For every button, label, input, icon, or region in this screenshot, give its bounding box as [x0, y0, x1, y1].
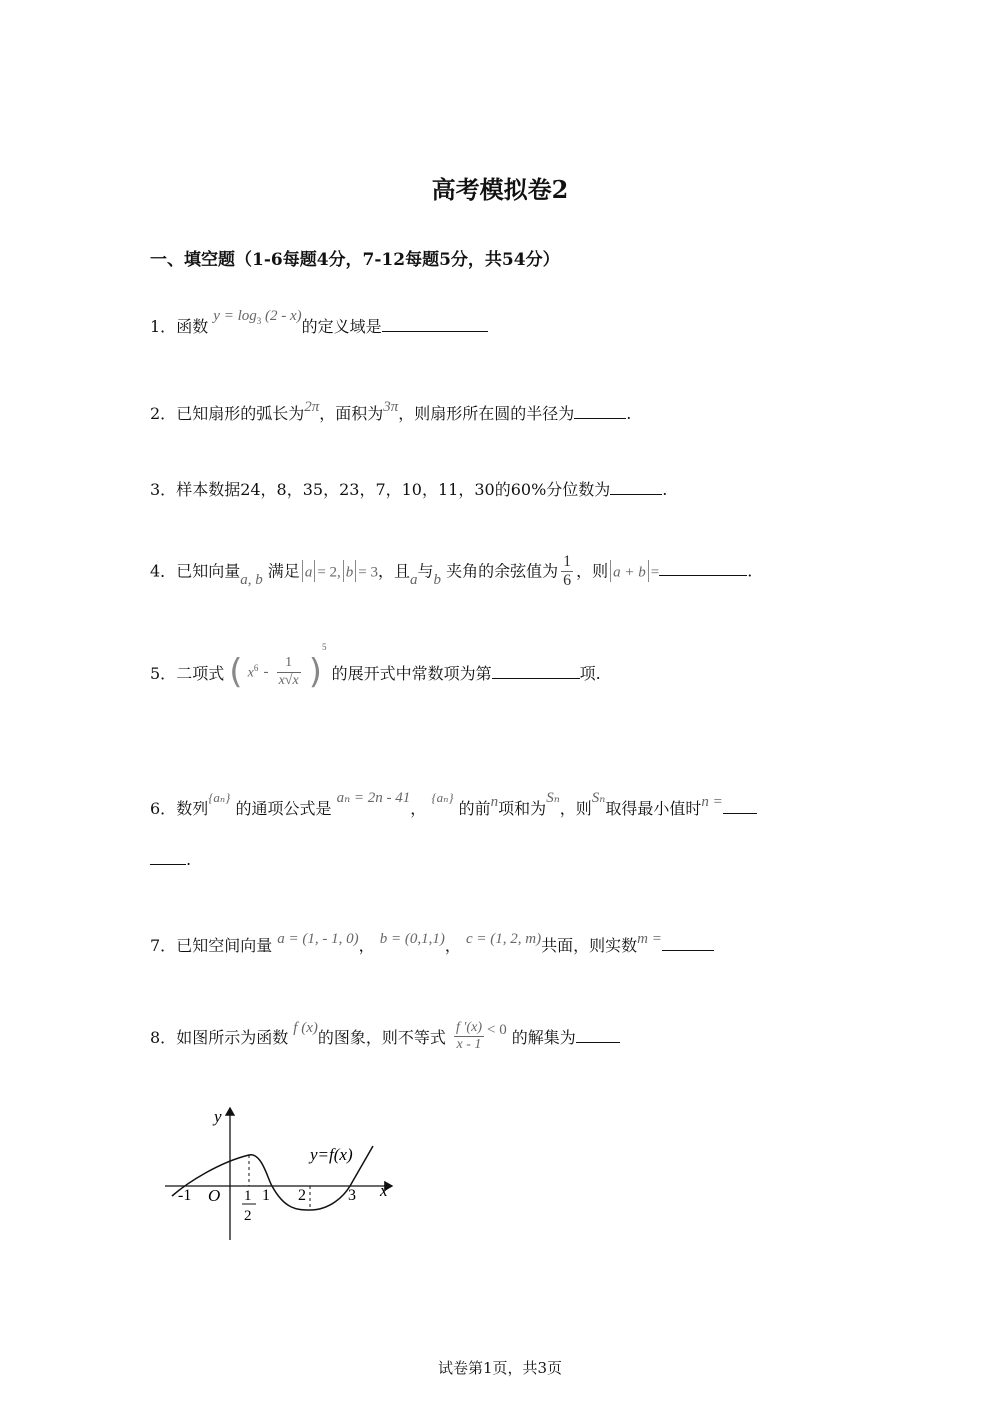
function-label: y=f(x): [310, 1145, 353, 1164]
q4-cosine-text: 夹角的余弦值为: [446, 561, 559, 581]
q5-suffix: 的展开式中常数项为第 项.: [331, 663, 601, 683]
question-2: [150, 401, 631, 424]
x-axis-label: x: [380, 1181, 388, 1200]
q5-exponent: 5: [322, 642, 327, 653]
q7-comma-1: ，: [358, 936, 375, 955]
q3-answer-blank[interactable]: [610, 480, 662, 495]
tick-label-half-num: 1: [244, 1188, 252, 1204]
q4-vectors: a, b: [240, 572, 263, 589]
q7-coplanar: 共面，则实数: [541, 936, 638, 955]
q7-m-equals: m =: [637, 931, 662, 947]
q6-period: .: [186, 850, 192, 869]
q7-vector-c: c = (1, 2, m): [466, 931, 542, 947]
q6-answer-blank-continued[interactable]: [150, 850, 186, 865]
q6-prefix: 数列: [176, 799, 209, 818]
q6-answer-blank[interactable]: [723, 799, 757, 814]
q4-norm-b-value: = 3: [358, 564, 378, 581]
q2-arc-length: 2π: [304, 399, 320, 415]
q1-number: 1．: [150, 317, 177, 336]
q8-prefix: 如图所示为函数: [176, 1028, 289, 1048]
q6-number: 6．: [150, 799, 177, 818]
q6-comma: ，: [410, 799, 427, 818]
q6-sum-text: 项和为: [498, 799, 547, 818]
q4-prefix: 已知向量: [176, 561, 241, 581]
q5-number: 5．: [150, 663, 177, 683]
q4-answer-blank[interactable]: [659, 561, 747, 576]
q4-with: 与: [417, 561, 434, 581]
q4-number: 4．: [150, 561, 177, 581]
section-header: 一、填空题（1-6每题4分，7-12每题5分，共54分）: [150, 250, 560, 270]
q4-equals: =: [650, 564, 660, 581]
question-6: [150, 790, 757, 819]
q8-answer-blank[interactable]: [576, 1028, 620, 1043]
q6-minimum-text: 取得最小值时: [605, 799, 702, 818]
function-graph: [160, 1100, 400, 1245]
q5-x6: $x^6$: [247, 662, 259, 681]
q4-norm-a-value: = 2,: [317, 564, 341, 581]
q8-fx: f (x): [293, 1020, 318, 1037]
q8-inequality-text: 的图象，则不等式: [317, 1028, 446, 1048]
origin-label: O: [208, 1186, 221, 1205]
q1-expr: $y = \log_3 (2 - x)$: [213, 308, 302, 326]
y-axis-label: y: [214, 1107, 222, 1126]
q4-norm-b: b: [345, 564, 354, 581]
q2-number: 2．: [150, 404, 177, 423]
question-3: [150, 477, 667, 500]
question-5: 5．二项式 ( $x^6$ - $\frac{1}{x√x}$ )$^5$ 的展开式中常数项为第 项.: [150, 642, 601, 692]
q7-prefix: 已知空间向量: [176, 936, 273, 955]
q4-vector-a: a: [410, 572, 418, 589]
q2-answer-blank[interactable]: [574, 404, 626, 419]
q1-answer-blank[interactable]: [382, 317, 488, 332]
q8-less-than: < 0: [486, 1022, 507, 1039]
q6-n: n: [490, 794, 499, 810]
q6-then: ，则: [559, 799, 592, 818]
q5-answer-blank[interactable]: [492, 664, 580, 679]
question-8: [150, 1020, 620, 1053]
tick-label-neg1: -1: [178, 1187, 192, 1204]
q4-cos-fraction: $\frac{1}{6}$: [563, 553, 572, 590]
q4-and: ，且: [378, 561, 411, 581]
page-title: 高考模拟卷2: [431, 175, 569, 204]
tick-label-3: 3: [348, 1187, 356, 1204]
q6-n-equals: n =: [701, 794, 723, 810]
q2-area: 3π: [383, 399, 399, 415]
q2-period: .: [626, 404, 632, 423]
tick-label-1: 1: [262, 1187, 270, 1204]
q1-prefix: 函数: [176, 317, 209, 336]
question-6-continued: [150, 850, 191, 869]
q7-vector-a: a = (1, - 1, 0): [277, 931, 359, 947]
q4-norm-a: a: [304, 564, 313, 581]
q4-vector-b: b: [433, 572, 442, 589]
q6-Sn-2: Sₙ: [591, 790, 606, 806]
q3-number: 3．: [150, 480, 177, 499]
q6-sequence: {aₙ}: [208, 790, 231, 805]
q4-then: ，则: [576, 561, 609, 581]
q8-number: 8．: [150, 1028, 177, 1048]
q4-satisfy: 满足: [267, 561, 300, 581]
tick-label-half-den: 2: [244, 1208, 252, 1224]
q7-number: 7．: [150, 936, 177, 955]
q7-answer-blank[interactable]: [662, 936, 714, 951]
q1-suffix: 的定义域是: [301, 317, 382, 336]
q4-sum: a + b: [613, 564, 646, 581]
q7-vector-b: b = (0,1,1): [379, 931, 445, 947]
page-footer: 试卷第1页，共3页: [437, 1359, 563, 1377]
q6-formula: aₙ = 2n - 41: [336, 790, 411, 806]
q5-prefix: 二项式: [176, 663, 225, 683]
q5-minus: -: [263, 663, 269, 680]
question-1: [150, 308, 488, 338]
q8-suffix: 的解集为: [512, 1025, 620, 1048]
q2-middle: ，面积为: [319, 404, 384, 423]
q2-prefix: 已知扇形的弧长为: [176, 404, 305, 423]
q6-general-term: 的通项公式是: [235, 799, 332, 818]
q3-period: .: [662, 480, 668, 499]
q6-Sn: Sₙ: [546, 790, 560, 806]
q3-text: 样本数据24，8，35，23，7，10，11，30的60%分位数为: [176, 480, 611, 499]
q6-sequence-2: {aₙ}: [431, 790, 454, 805]
q4-period: .: [747, 561, 753, 581]
q2-suffix: ，则扇形所在圆的半径为: [398, 404, 575, 423]
q8-fraction: $\frac{f '(x)}{x - 1}$: [455, 1020, 482, 1053]
question-4: [150, 553, 752, 591]
question-7: [150, 933, 714, 956]
q5-fraction: $\frac{1}{x√x}$: [278, 655, 299, 688]
q7-comma-2: ，: [444, 936, 461, 955]
q6-first: 的前: [458, 799, 491, 818]
tick-label-2: 2: [298, 1187, 306, 1204]
